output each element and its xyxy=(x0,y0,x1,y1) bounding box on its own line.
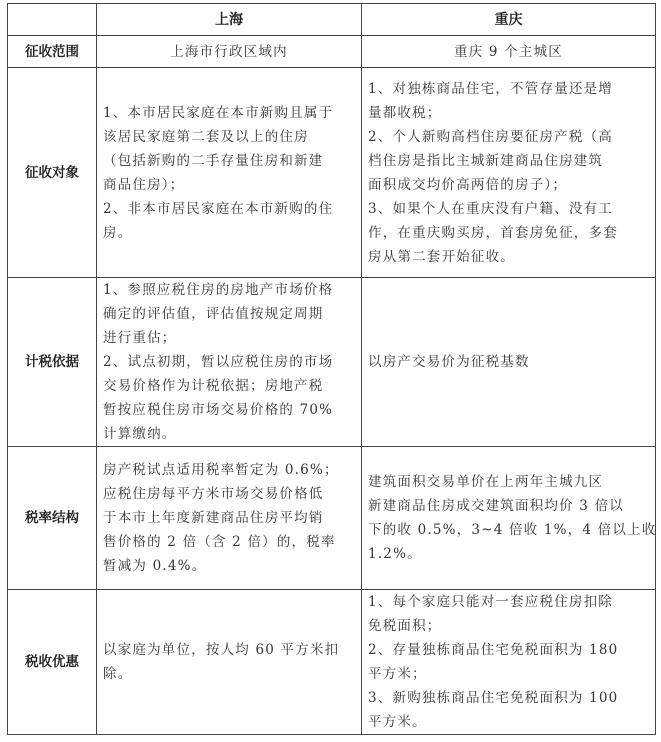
row-scope xyxy=(8,36,656,68)
row-label: 税率结构 xyxy=(8,447,97,590)
policy-comparison-table xyxy=(7,3,656,735)
cell-line: 暂按应税住房市场交易价格的 70% xyxy=(103,402,334,418)
cell-line: 平方米； xyxy=(368,666,427,682)
row-label: 征收范围 xyxy=(8,36,97,68)
cell-line: 档住房是指比主城新建商品住房建筑 xyxy=(368,152,604,169)
cell-line: 2、试点初期，暂以应税住房的市场 xyxy=(103,354,334,370)
cell-line: 下的收 0.5%，3~4 倍收 1%，4 倍以上收 xyxy=(368,522,657,538)
cell-shanghai xyxy=(97,590,362,735)
cell-line: 上海市行政区域内 xyxy=(170,43,288,60)
cell-chongqing xyxy=(362,447,656,590)
cell-shanghai xyxy=(97,36,362,68)
cell-chongqing xyxy=(362,36,656,68)
cell-line: 建筑面积交易单价在上两年主城九区 xyxy=(368,474,604,490)
cell-line: 售价格的 2 倍（含 2 倍）的，税率 xyxy=(103,534,336,550)
cell-line: 应税住房每平方米市场交易价格低 xyxy=(103,486,324,502)
header-chongqing: 重庆 xyxy=(362,4,656,36)
cell-line: 1.2%。 xyxy=(368,546,422,562)
cell-line: 新建商品住房成交建筑面积均价 3 倍以 xyxy=(368,498,624,514)
cell-line: 2、存量独栋商品住宅免税面积为 180 xyxy=(368,642,619,658)
cell-line: 除。 xyxy=(103,666,133,682)
cell-chongqing xyxy=(362,278,656,447)
cell-line: 3、新购独栋商品住宅免税面积为 100 xyxy=(368,690,619,706)
cell-line: 房。 xyxy=(103,224,133,241)
row-tax-basis xyxy=(8,278,656,447)
cell-line: 作，在重庆购买房，首套房免征，多套 xyxy=(368,224,618,241)
cell-line: 确定的评估值，评估值按规定周期 xyxy=(103,306,324,322)
cell-line: （包括新购的二手存量住房和新建 xyxy=(103,152,324,169)
cell-line: 以家庭为单位，按人均 60 平方米扣 xyxy=(103,642,340,658)
row-label: 计税依据 xyxy=(8,278,97,447)
cell-chongqing xyxy=(362,68,656,278)
cell-line: 1、本市居民家庭在本市新购且属于 xyxy=(103,104,334,121)
cell-line: 2、非本市居民家庭在本市新购的住 xyxy=(103,200,334,217)
header-blank xyxy=(8,4,97,36)
cell-line: 商品住房）； xyxy=(103,176,185,193)
cell-line: 1、参照应税住房的房地产市场价格 xyxy=(103,282,334,298)
cell-line: 暂减为 0.4%。 xyxy=(103,558,207,574)
header-row xyxy=(8,4,656,36)
cell-line: 量都收税； xyxy=(368,104,442,121)
cell-shanghai xyxy=(97,278,362,447)
header-shanghai: 上海 xyxy=(97,4,362,36)
cell-line: 面积成交均价高两倍的房子）； xyxy=(368,176,568,193)
cell-line: 进行重估； xyxy=(103,330,177,346)
cell-line: 1、每个家庭只能对一套应税住房扣除 xyxy=(368,594,613,610)
cell-line: 计算缴纳。 xyxy=(103,426,177,442)
cell-line: 免税面积； xyxy=(368,618,442,634)
row-label: 税收优惠 xyxy=(8,590,97,735)
cell-line: 平方米。 xyxy=(368,714,427,730)
cell-shanghai xyxy=(97,447,362,590)
cell-line: 房从第二套开始征收。 xyxy=(368,248,515,265)
row-tax-relief xyxy=(8,590,656,735)
table-body xyxy=(8,36,656,735)
cell-line: 3、如果个人在重庆没有户籍、没有工 xyxy=(368,200,613,217)
cell-line: 房产税试点适用税率暂定为 0.6%； xyxy=(103,462,339,478)
row-label: 征收对象 xyxy=(8,68,97,278)
row-rate-structure xyxy=(8,447,656,590)
cell-line: 交易价格作为计税依据；房地产税 xyxy=(103,378,324,394)
cell-line: 于本市上年度新建商品住房平均销 xyxy=(103,510,324,526)
cell-shanghai xyxy=(97,68,362,278)
cell-line: 1、对独栋商品住宅，不管存量还是增 xyxy=(368,80,613,97)
row-taxpayer xyxy=(8,68,656,278)
cell-line: 重庆 9 个主城区 xyxy=(454,43,563,60)
cell-line: 以房产交易价为征税基数 xyxy=(368,354,530,370)
cell-chongqing xyxy=(362,590,656,735)
cell-line: 2、个人新购高档住房要征房产税（高 xyxy=(368,128,613,145)
cell-line: 该居民家庭第二套及以上的住房 xyxy=(103,128,309,145)
